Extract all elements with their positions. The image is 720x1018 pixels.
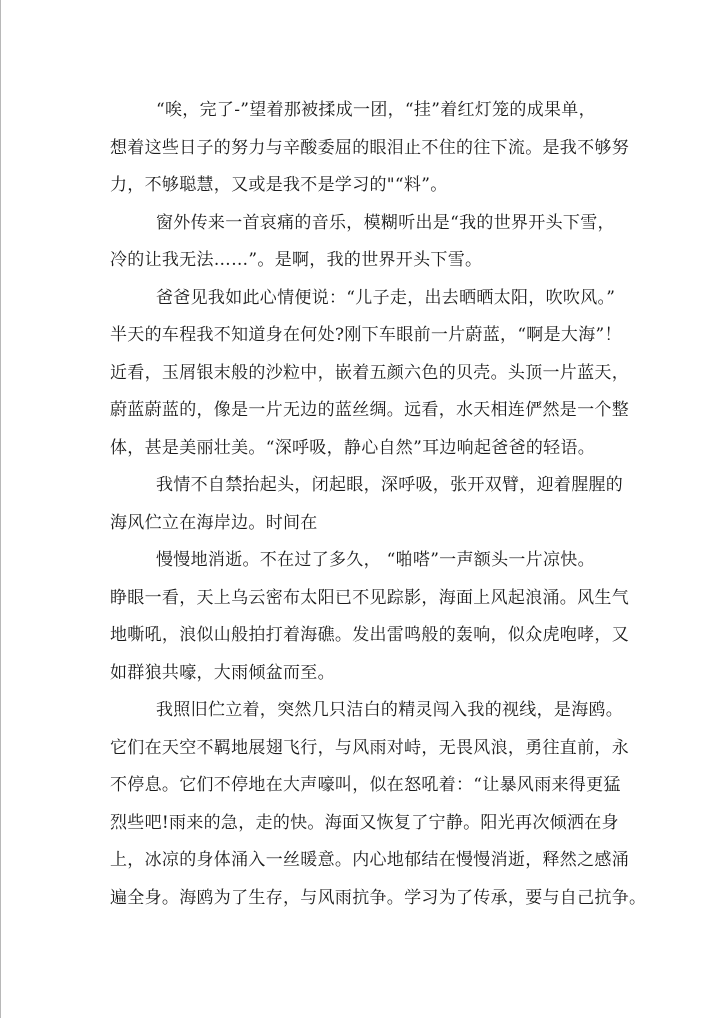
- paragraph-2-line-2: 冷的让我无法……”。是啊，我的世界开头下雪。: [110, 250, 483, 270]
- paragraph-1-line-3: 力，不够聪慧，又或是我不是学习的"“料”。: [110, 175, 448, 195]
- paragraph-3-line-3: 近看，玉屑银末般的沙粒中，嵌着五颜六色的贝壳。头顶一片蓝天，: [110, 362, 629, 383]
- paragraph-5-line-2: 睁眼一看，天上乌云密布太阳已不见踪影，海面上风起浪涌。风生气: [110, 587, 629, 608]
- paragraph-3-line-2: 半天的车程我不知道身在何处?刚下车眼前一片蔚蓝，“啊是大海”！: [110, 325, 622, 345]
- paragraph-4-line-1: 我情不自禁抬起头，闭起眼，深呼吸，张开双臂，迎着腥腥的: [156, 475, 624, 495]
- paragraph-2-line-1: 窗外传来一首哀痛的音乐，模糊听出是“我的世界开头下雪，: [156, 212, 615, 233]
- paragraph-5-line-4: 如群狼共嚎，大雨倾盆而至。: [110, 662, 335, 683]
- paragraph-3-line-1: 爸爸见我如此心情便说：“儿子走，出去晒晒太阳，吹吹风。”: [156, 287, 616, 308]
- paragraph-4-line-2: 海风伫立在海岸边。时间在: [110, 512, 318, 533]
- paragraph-6-line-5: 上，冰凉的身体涌入一丝暖意。内心地郁结在慢慢消逝，释然之感涌: [110, 850, 629, 870]
- paragraph-6-line-4: 烈些吧!雨来的急，走的快。海面又恢复了宁静。阳光再次倾洒在身: [110, 812, 619, 833]
- paragraph-5-line-3: 地嘶吼，浪似山般拍打着海礁。发出雷鸣般的轰响，似众虎咆哮，又: [110, 625, 629, 645]
- paragraph-6-line-1: 我照旧伫立着，突然几只洁白的精灵闯入我的视线，是海鸥。: [156, 700, 624, 720]
- paragraph-3-line-4: 蔚蓝蔚蓝的，像是一片无边的蓝丝绸。远看，水天相连俨然是一个整: [110, 400, 629, 420]
- document-body: [110, 92, 716, 917]
- paragraph-6-line-3: 不停息。它们不停地在大声嚎叫，似在怒吼着：“让暴风雨来得更猛: [110, 775, 621, 795]
- paragraph-3-line-5: 体，甚是美丽壮美。“深呼吸，静心自然”耳边响起爸爸的轻语。: [110, 437, 596, 458]
- paragraph-6-line-6: 遍全身。海鸥为了生存，与风雨抗争。学习为了传承，要与自己抗争。: [110, 887, 647, 908]
- page-left-border: [0, 0, 1, 1018]
- paragraph-6-line-2: 它们在天空不羁地展翅飞行，与风雨对峙，无畏风浪，勇往直前，永: [110, 737, 629, 758]
- paragraph-1-line-2: 想着这些日子的努力与辛酸委屈的眼泪止不住的往下流。是我不够努: [110, 137, 629, 158]
- paragraph-1-line-1: “唉，完了-”望着那被揉成一团，“挂”着红灯笼的成果单，: [156, 100, 596, 120]
- paragraph-5-line-1: 慢慢地消逝。不在过了多久， “啪嗒”一声额头一片凉快。: [156, 550, 595, 570]
